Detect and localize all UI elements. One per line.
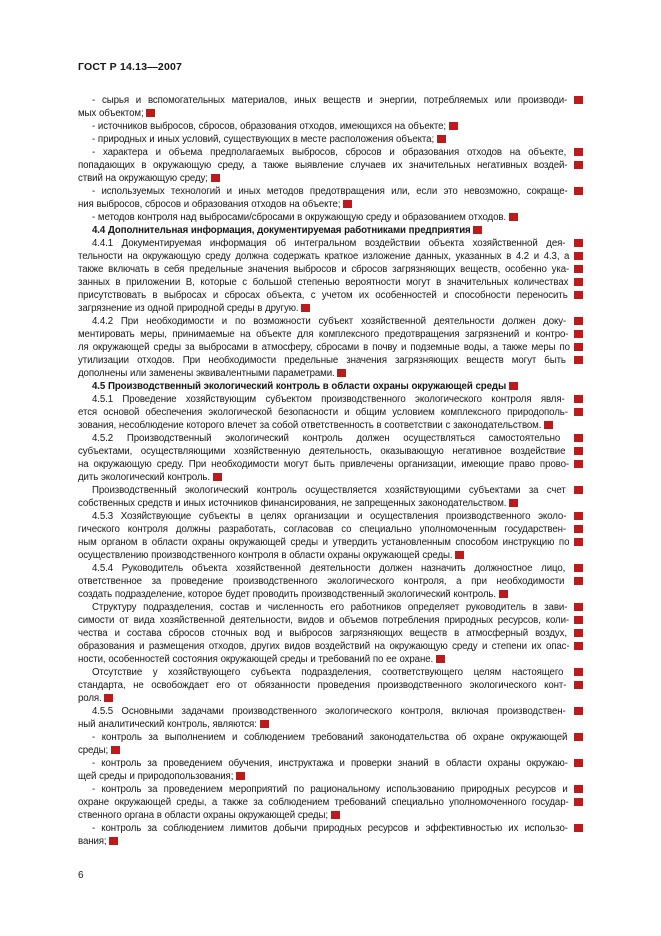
text-line (78, 159, 583, 172)
text-line (78, 666, 583, 679)
text-line (78, 536, 583, 549)
line-end-marker (574, 317, 583, 325)
text-line (78, 575, 583, 588)
line-text: чества и состава сбросов сточных вод и выбросов загрязняющих веществ в атмосферный воздух, (78, 628, 567, 639)
line-end-marker (574, 408, 583, 416)
line-end-marker (301, 304, 310, 312)
text-line (78, 523, 583, 536)
text-line (78, 198, 583, 211)
text-line (78, 731, 583, 744)
text-line (78, 705, 583, 718)
line-text: - сырья и вспомогательных материалов, иных веществ и энергии, потребляемых или производи- (92, 95, 568, 106)
line-end-marker (436, 655, 445, 663)
line-end-marker (574, 707, 583, 715)
line-end-marker (213, 473, 222, 481)
line-text: симости от вида хозяйственной деятельности, видов и объемов потребления природных ресурсов, коли- (78, 615, 570, 626)
text-line (78, 276, 583, 289)
text-line (78, 341, 583, 354)
text-line (78, 263, 583, 276)
line-text: - контроль за проведением обучения, инструктажа и проверки знаний в области охраны окружаю- (92, 758, 568, 769)
text-line (78, 445, 583, 458)
text-line (78, 367, 583, 380)
line-end-marker (574, 434, 583, 442)
section-heading-line (78, 224, 583, 237)
text-line (78, 419, 583, 432)
text-line (78, 211, 583, 224)
line-end-marker (509, 499, 518, 507)
line-end-marker (574, 486, 583, 494)
line-end-marker (449, 122, 458, 130)
text-line (78, 107, 583, 120)
line-end-marker (574, 681, 583, 689)
text-line (78, 718, 583, 731)
text-line (78, 497, 583, 510)
line-text: 4.5.3 Хозяйствующие субъекты в целях организации и осуществления производственного эколо- (92, 511, 567, 522)
line-text: - контроль за проведением мероприятий по рациональному использованию природных ресурсов и (92, 784, 568, 795)
text-line (78, 601, 583, 614)
text-line (78, 315, 583, 328)
text-line (78, 484, 583, 497)
line-text: осуществлению производственного контроля в области охраны окружающей среды. (78, 550, 453, 561)
line-text: - используемых технологий и иных методов предотвращения или, если это невозможно, сокраще- (92, 186, 568, 197)
line-text: 4.4 Дополнительная информация, документируемая работниками предприятия (92, 225, 471, 236)
line-end-marker (574, 668, 583, 676)
line-text: ствий на окружающую среду; (78, 173, 208, 184)
text-line (78, 549, 583, 562)
line-text: загрязнение из одной природной среды в другую. (78, 303, 299, 314)
line-text: 4.5.4 Руководитель объекта хозяйственной деятельности должен назначить должностное лицо, (92, 563, 566, 574)
text-line (78, 614, 583, 627)
line-end-marker (574, 239, 583, 247)
line-text: также включать в себя предельные значения выбросов и сбросов загрязняющих веществ, особенно ука- (78, 264, 570, 275)
text-line (78, 640, 583, 653)
page-number: 6 (78, 870, 84, 881)
line-end-marker (574, 603, 583, 611)
line-end-marker (574, 278, 583, 286)
text-line (78, 302, 583, 315)
text-block (78, 94, 583, 848)
text-line (78, 510, 583, 523)
line-text: утилизации отходов. При необходимости предельные значения загрязняющих веществ могут быть (78, 355, 566, 366)
text-line (78, 250, 583, 263)
line-end-marker (574, 824, 583, 832)
line-end-marker (499, 590, 508, 598)
line-text: - природных и иных условий, существующих в месте расположения объекта; (92, 134, 435, 145)
line-end-marker (574, 265, 583, 273)
line-text: присутствовать в выбросах и сбросах объекта, с учетом их особенностей и способности переносить (78, 290, 568, 301)
line-end-marker (574, 616, 583, 624)
text-line (78, 328, 583, 341)
line-end-marker (574, 187, 583, 195)
line-text: - характера и объема предполагаемых выбросов, сбросов и образования отходов на объекте, (92, 147, 567, 158)
line-text: образования и размещения отходов, других видов воздействий на окружающую среду и степени их опас- (78, 641, 570, 652)
line-text: Структуру подразделения, состав и численность его работников определяет руководитель в зави- (92, 602, 568, 613)
line-text: ется основой обеспечения экологической безопасности и общим условием комплексного природополь- (78, 407, 568, 418)
line-text: Производственный экологический контроль осуществляется хозяйствующими субъектами за счет (92, 485, 566, 496)
line-text: дить экологический контроль. (78, 472, 210, 483)
line-text: 4.4.1 Документируемая информация об интегральном воздействии объекта хозяйственной дея- (92, 238, 566, 249)
line-text: ности, особенностей состояния окружающей среды и требований по ее охране. (78, 654, 434, 665)
line-end-marker (111, 746, 120, 754)
line-text: среды; (78, 745, 109, 756)
line-text: 4.4.2 При необходимости и по возможности субъект хозяйственной деятельности должен доку- (92, 316, 567, 327)
line-text: субъектами, осуществляющими хозяйственную деятельность, оказывающую негативное воздействие (78, 446, 566, 457)
line-end-marker (574, 447, 583, 455)
document-header: ГОСТ Р 14.13—2007 (78, 61, 183, 73)
line-end-marker (236, 772, 245, 780)
line-end-marker (574, 291, 583, 299)
text-line (78, 588, 583, 601)
line-end-marker (574, 525, 583, 533)
line-end-marker (343, 200, 352, 208)
line-end-marker (574, 330, 583, 338)
line-text: 4.5.5 Основными задачами производственного экологического контроля, включая производствен- (92, 706, 566, 717)
text-line (78, 185, 583, 198)
line-text: ля окружающей среды за выбросами в атмосферу, сбросами в почву и подземные воды, а также меры по (78, 342, 570, 353)
line-text: роля. (78, 693, 102, 704)
line-text: ментировать меры, принимаемые на объекте для комплексного предотвращения загрязнений и контро- (78, 329, 569, 340)
line-end-marker (574, 96, 583, 104)
line-end-marker (574, 395, 583, 403)
line-end-marker (544, 421, 553, 429)
line-text: - контроль за соблюдением лимитов добычи природных ресурсов и эффективностью их использо- (92, 823, 568, 834)
text-line (78, 835, 583, 848)
line-end-marker (146, 109, 155, 117)
line-end-marker (574, 798, 583, 806)
text-line (78, 770, 583, 783)
text-line (78, 809, 583, 822)
line-end-marker (109, 837, 118, 845)
line-text: - контроль за выполнением и соблюдением требований законодательства об охране окружающей (92, 732, 568, 743)
line-text: ответственное за проведение производственного экологического контроля, а при необходимости (78, 576, 565, 587)
text-line (78, 406, 583, 419)
line-text: занных в приложении В, которые с большой степенью вероятности могут в значительных количествах (78, 277, 569, 288)
section-heading-line (78, 380, 583, 393)
line-end-marker (574, 343, 583, 351)
line-end-marker (473, 226, 482, 234)
text-line (78, 94, 583, 107)
text-line (78, 172, 583, 185)
line-end-marker (574, 512, 583, 520)
line-text: ния выбросов, сбросов и образования отходов на объекте; (78, 199, 341, 210)
line-end-marker (509, 382, 518, 390)
text-line (78, 354, 583, 367)
line-text: гического контроля должны разработать, согласовав со специально уполномоченным государствен- (78, 524, 566, 535)
text-line (78, 289, 583, 302)
line-text: на окружающую среду. При необходимости могут быть привлечены организации, имеющие право прово- (78, 459, 569, 470)
text-line (78, 692, 583, 705)
line-text: - источников выбросов, сбросов, образования отходов, имеющихся на объекте; (92, 121, 446, 132)
text-line (78, 562, 583, 575)
line-end-marker (574, 148, 583, 156)
line-end-marker (574, 759, 583, 767)
text-line (78, 822, 583, 835)
line-text: тельности на окружающую среду должна содержать краткое изложение данных, указанных в 4.2 и 4.3, а (78, 251, 570, 262)
line-end-marker (574, 161, 583, 169)
line-text: мых объектом; (78, 108, 144, 119)
line-end-marker (331, 811, 340, 819)
line-text: Отсутствие у хозяйствующего субъекта подразделения, соответствующего целям настоящего (92, 667, 564, 678)
text-line (78, 237, 583, 250)
text-line (78, 796, 583, 809)
line-text: ственного органа в области охраны окружающей среды; (78, 810, 328, 821)
line-text: 4.5 Производственный экологический контроль в области охраны окружающей среды (92, 381, 507, 392)
line-end-marker (437, 135, 446, 143)
text-line (78, 653, 583, 666)
line-end-marker (574, 538, 583, 546)
line-end-marker (574, 642, 583, 650)
line-end-marker (455, 551, 464, 559)
text-line (78, 471, 583, 484)
text-line (78, 120, 583, 133)
line-text: 4.5.2 Производственный экологический контроль должен осуществляться самостоятельно (92, 433, 561, 444)
line-end-marker (574, 733, 583, 741)
text-line (78, 458, 583, 471)
text-line (78, 432, 583, 445)
line-end-marker (574, 564, 583, 572)
line-text: ным органом в области охраны окружающей среды и утвердить установленным способом инструкцию по (78, 537, 570, 548)
line-text: 4.5.1 Проведение хозяйствующим субъектом производственного экологического контроля явля- (92, 394, 565, 405)
line-end-marker (574, 577, 583, 585)
text-line (78, 679, 583, 692)
line-end-marker (337, 369, 346, 377)
line-text: стандарта, не освобождает его от обязанности проведения производственного экологического конт- (78, 680, 567, 691)
line-end-marker (574, 629, 583, 637)
line-end-marker (211, 174, 220, 182)
line-text: вания; (78, 836, 107, 847)
text-line (78, 783, 583, 796)
line-end-marker (509, 213, 518, 221)
text-line (78, 393, 583, 406)
line-text: дополнены или заменены эквивалентными параметрами. (78, 368, 335, 379)
text-line (78, 744, 583, 757)
text-line (78, 146, 583, 159)
text-line (78, 627, 583, 640)
text-line (78, 757, 583, 770)
line-text: зования, несоблюдение которого влечет за собой ответственность в соответствии с законодательством. (78, 420, 542, 431)
line-text: щей среды и природопользования; (78, 771, 234, 782)
line-end-marker (574, 356, 583, 364)
line-text: - методов контроля над выбросами/сбросами в окружающую среду и образованием отходов. (92, 212, 507, 223)
line-text: попадающих в окружающую среду, а также выявление случаев их значительных негативных воздей- (78, 160, 568, 171)
line-end-marker (574, 785, 583, 793)
line-end-marker (104, 694, 113, 702)
line-end-marker (574, 460, 583, 468)
line-end-marker (574, 252, 583, 260)
line-text: ный аналитический контроль, являются: (78, 719, 257, 730)
line-end-marker (260, 720, 269, 728)
line-text: создать подразделение, которое будет проводить производственный экологический контроль. (78, 589, 496, 600)
line-text: собственных средств и иных источников финансирования, не запрещенных законодательством. (78, 498, 507, 509)
text-line (78, 133, 583, 146)
line-text: охране окружающей среды, а также за соблюдением требований специально уполномоченного государ- (78, 797, 569, 808)
